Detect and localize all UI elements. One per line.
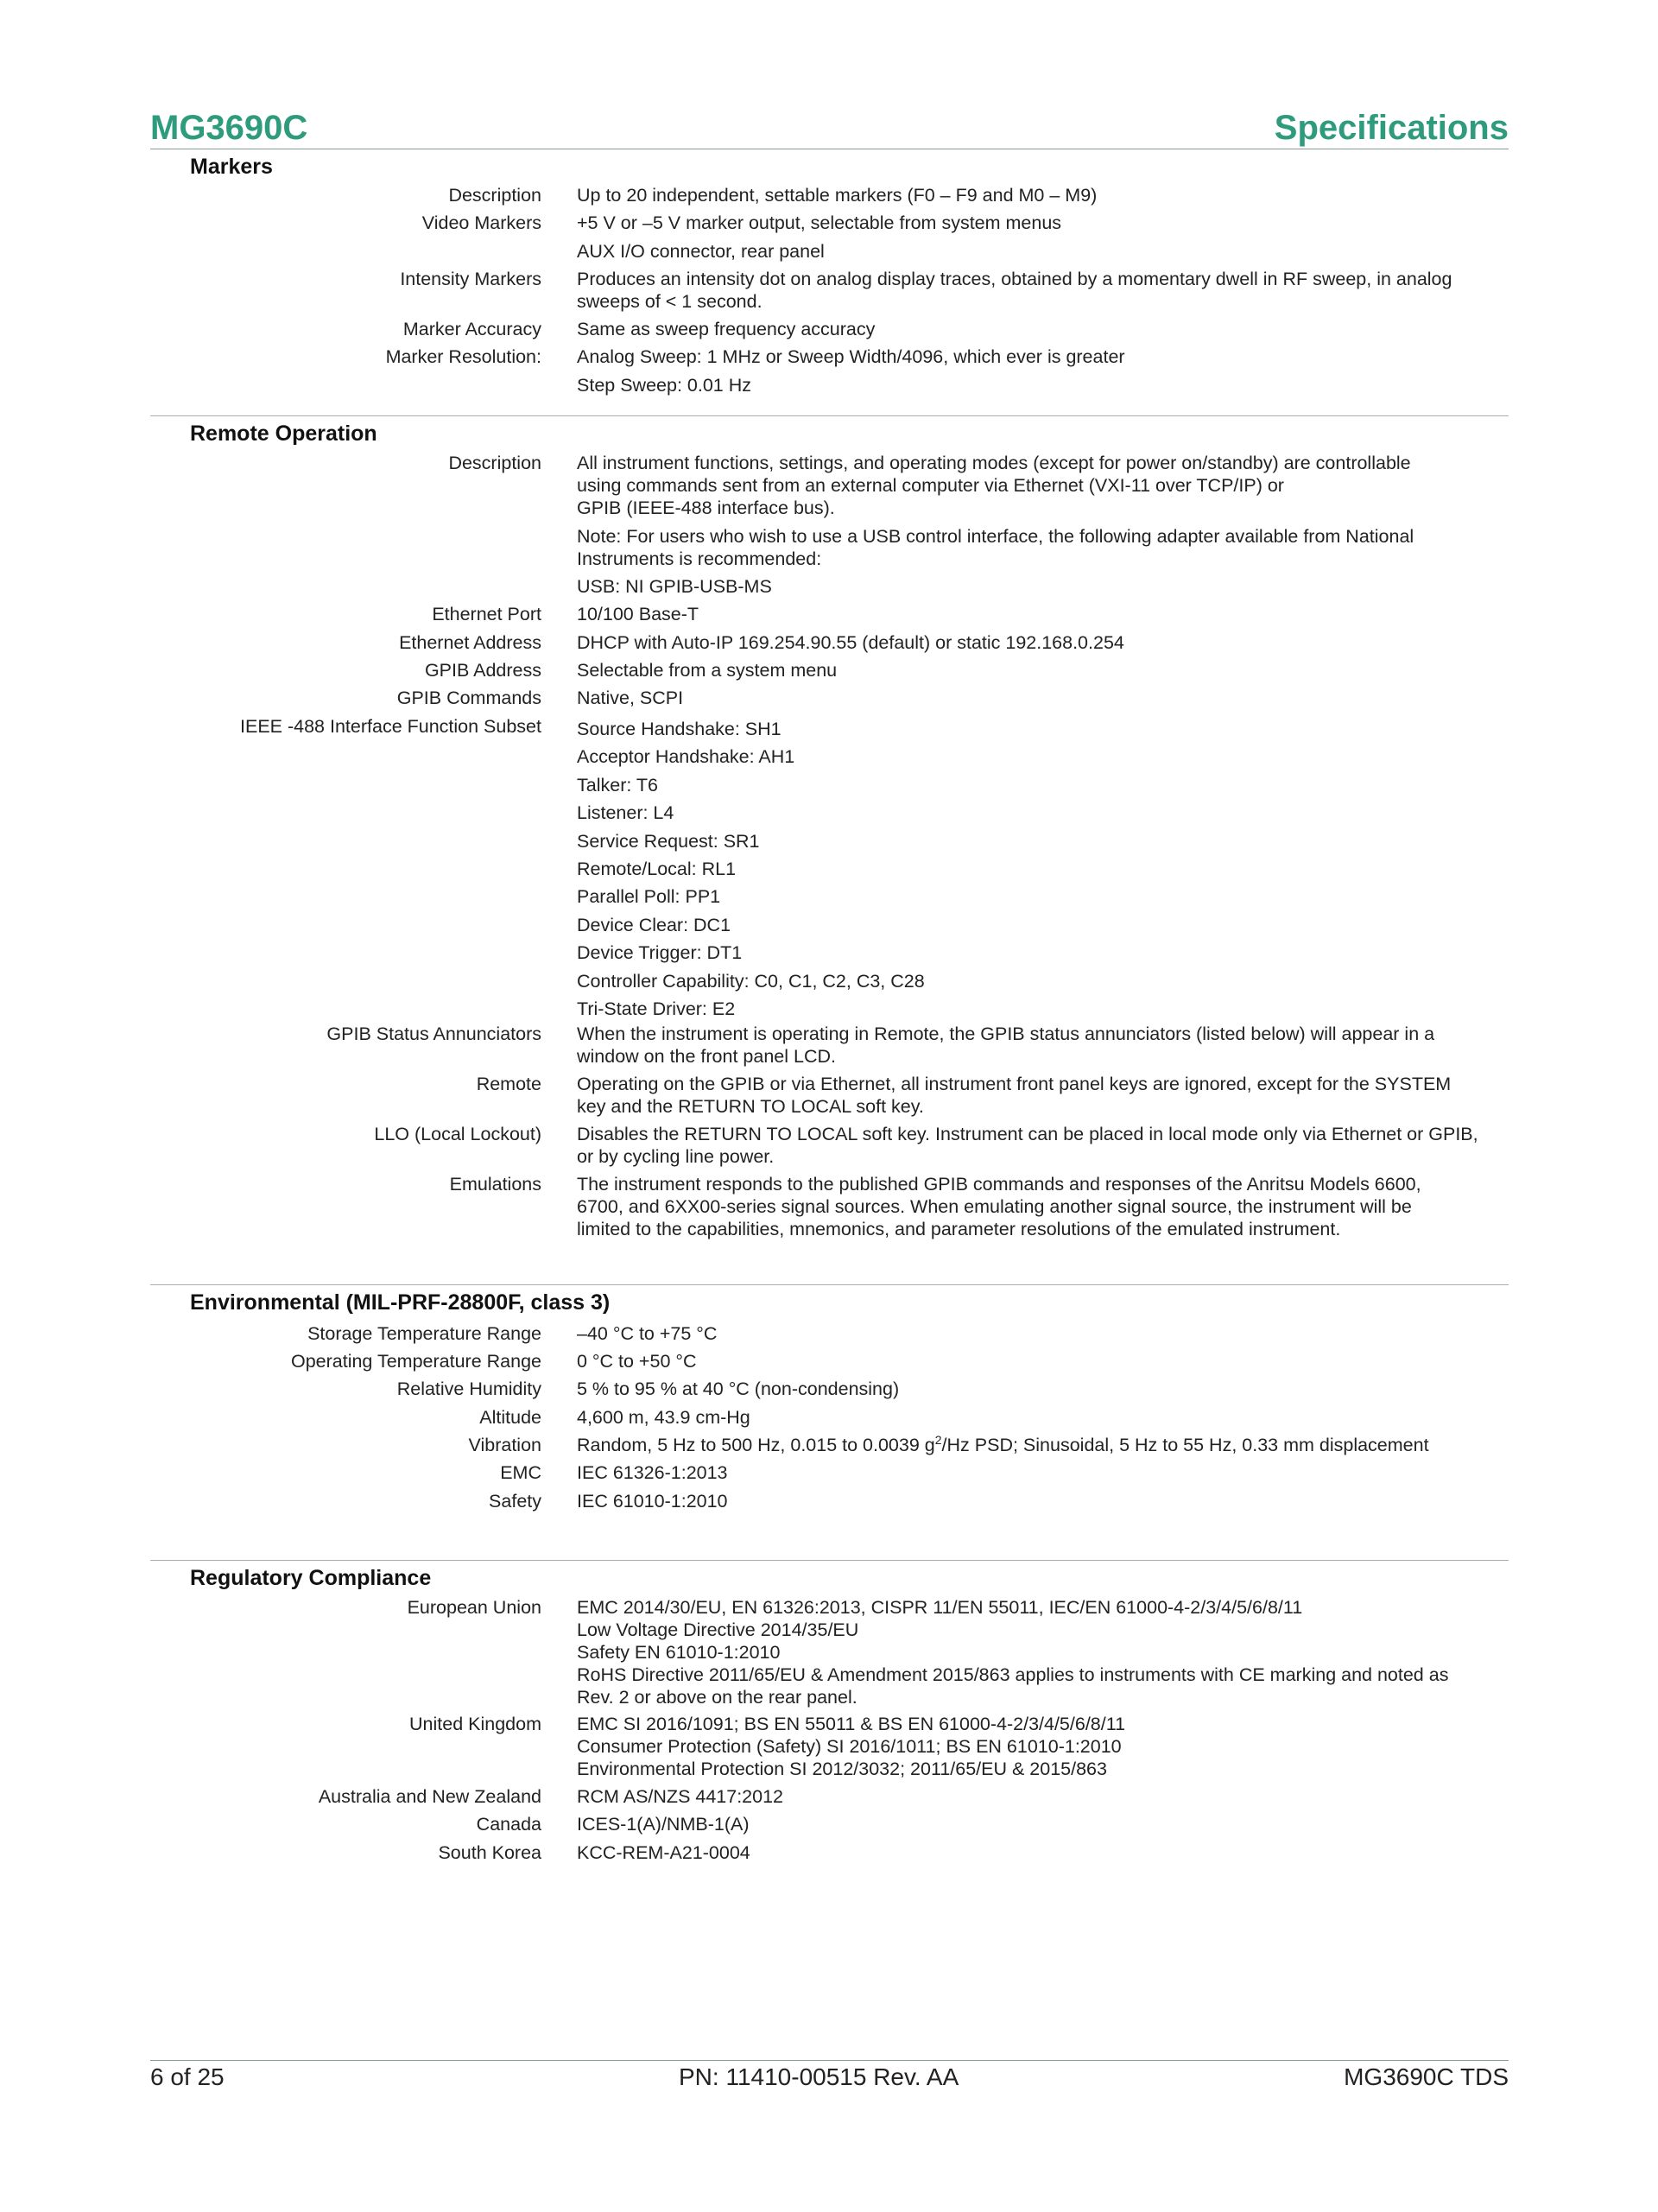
spec-value: ICES-1(A)/NMB-1(A) bbox=[577, 1814, 750, 1835]
spec-value: KCC-REM-A21-0004 bbox=[577, 1842, 750, 1863]
spec-value: –40 °C to +75 °C bbox=[577, 1323, 718, 1344]
spec-value: AUX I/O connector, rear panel bbox=[577, 241, 825, 262]
spec-value: Up to 20 independent, settable markers (F0 – F9 and M0 – M9) bbox=[577, 185, 1098, 206]
remote-section bbox=[150, 415, 1509, 1239]
markers-heading: Markers bbox=[190, 155, 273, 179]
spec-value: Step Sweep: 0.01 Hz bbox=[577, 375, 751, 396]
spec-value: Native, SCPI bbox=[577, 688, 684, 708]
remote-heading: Remote Operation bbox=[190, 421, 377, 446]
list-item: Source Handshake: SH1 bbox=[577, 719, 782, 739]
spec-label: Relative Humidity bbox=[396, 1379, 541, 1399]
spec-value: RCM AS/NZS 4417:2012 bbox=[577, 1786, 784, 1807]
spec-value: Selectable from a system menu bbox=[577, 660, 838, 681]
spec-label: Storage Temperature Range bbox=[307, 1323, 541, 1344]
spec-label: Remote bbox=[476, 1074, 541, 1094]
spec-value: DHCP with Auto-IP 169.254.90.55 (default) or static 192.168.0.254 bbox=[577, 632, 1124, 653]
list-item: Device Trigger: DT1 bbox=[577, 942, 743, 964]
spec-value: EMC SI 2016/1091; BS EN 55011 & BS EN 61000-4-2/3/4/5/6/8/11 Consumer Protection (Safety) SI 2016/1011; BS EN 61010-1:2010 Environmental Protection SI 2012/3032; 2011/65/EU & 2015/863 bbox=[577, 1714, 1126, 1779]
page-header bbox=[150, 105, 1509, 149]
spec-value: All instrument functions, settings, and operating modes (except for power on/standby) are controllable using commands sent from an external computer via Ethernet (VXI-11 over TCP/IP) or GPIB (IEEE-488 interface bus). bbox=[577, 453, 1411, 518]
spec-value: Produces an intensity dot on analog display traces, obtained by a momentary dwell in RF sweep, in analog sweeps of < 1 second. bbox=[577, 269, 1452, 312]
spec-label: Ethernet Port bbox=[432, 604, 541, 624]
section-title: Specifications bbox=[1274, 109, 1509, 147]
spec-label: Description bbox=[448, 185, 541, 206]
ieee-subset-list bbox=[577, 715, 1505, 1023]
regulatory-section bbox=[150, 1560, 1509, 1863]
list-item: Service Request: SR1 bbox=[577, 830, 760, 852]
spec-label: LLO (Local Lockout) bbox=[374, 1124, 541, 1144]
spec-value: EMC 2014/30/EU, EN 61326:2013, CISPR 11/EN 55011, IEC/EN 61000-4-2/3/4/5/6/8/11 Low Voltage Directive 2014/35/EU Safety EN 61010-1:2010 RoHS Directive 2011/65/EU & Amendment 2015/863 applies to instruments with CE marking and noted as Rev. 2 or above on the rear panel. bbox=[577, 1597, 1449, 1708]
environmental-section bbox=[150, 1284, 1509, 1512]
spec-value: 0 °C to +50 °C bbox=[577, 1351, 697, 1372]
spec-label: South Korea bbox=[438, 1842, 541, 1863]
spec-label: GPIB Address bbox=[424, 660, 541, 681]
spec-label: Vibration bbox=[468, 1435, 541, 1455]
spec-label: Operating Temperature Range bbox=[290, 1351, 541, 1372]
list-item: Talker: T6 bbox=[577, 774, 658, 795]
spec-label: Marker Resolution: bbox=[385, 346, 541, 367]
list-item: Acceptor Handshake: AH1 bbox=[577, 746, 795, 768]
spec-value: 5 % to 95 % at 40 °C (non-condensing) bbox=[577, 1379, 900, 1399]
page-footer bbox=[150, 2060, 1509, 2100]
spec-label: Description bbox=[448, 453, 541, 473]
spec-value: Analog Sweep: 1 MHz or Sweep Width/4096, which ever is greater bbox=[577, 346, 1125, 367]
spec-label: EMC bbox=[500, 1462, 541, 1483]
list-item: Controller Capability: C0, C1, C2, C3, C28 bbox=[577, 970, 925, 992]
spec-value: USB: NI GPIB-USB-MS bbox=[577, 576, 772, 597]
spec-label: GPIB Commands bbox=[396, 688, 541, 708]
spec-label: Marker Accuracy bbox=[402, 319, 541, 339]
document-id: MG3690C TDS bbox=[1344, 2063, 1509, 2090]
part-number: PN: 11410-00515 Rev. AA bbox=[679, 2063, 959, 2090]
spec-label: Altitude bbox=[479, 1407, 541, 1428]
spec-label: GPIB Status Annunciators bbox=[326, 1024, 541, 1044]
spec-label: Intensity Markers bbox=[400, 269, 541, 289]
spec-label: Emulations bbox=[449, 1174, 541, 1195]
list-item: Device Clear: DC1 bbox=[577, 914, 731, 935]
spec-value: Disables the RETURN TO LOCAL soft key. Instrument can be placed in local mode only via Ethernet or GPIB, or by cycling line power. bbox=[577, 1124, 1478, 1167]
spec-label: Canada bbox=[476, 1814, 541, 1835]
list-item: Parallel Poll: PP1 bbox=[577, 886, 721, 908]
spec-value: Same as sweep frequency accuracy bbox=[577, 319, 876, 339]
spec-label: Australia and New Zealand bbox=[318, 1786, 541, 1807]
environmental-heading: Environmental (MIL-PRF-28800F, class 3) bbox=[190, 1290, 611, 1315]
list-item: Remote/Local: RL1 bbox=[577, 859, 737, 880]
spec-value: When the instrument is operating in Remote, the GPIB status annunciators (listed below) will appear in a window on the front panel LCD. bbox=[577, 1024, 1435, 1067]
spec-label: United Kingdom bbox=[409, 1714, 541, 1734]
spec-label: Video Markers bbox=[421, 212, 541, 233]
spec-value: Operating on the GPIB or via Ethernet, all instrument front panel keys are ignored, except for the SYSTEM key and the RETURN TO LOCAL soft key. bbox=[577, 1074, 1452, 1117]
list-item: Tri-State Driver: E2 bbox=[577, 998, 736, 1020]
spec-value: IEC 61010-1:2010 bbox=[577, 1491, 728, 1512]
spec-value: The instrument responds to the published GPIB commands and responses of the Anritsu Models 6600, 6700, and 6XX00-series signal sources. When emulating another signal source, the instrument will be limited to the capabilities, mnemonics, and parameter resolutions of the emulated instrument. bbox=[577, 1174, 1421, 1239]
note-text: Note: For users who wish to use a USB control interface, the following adapter available from National Instruments is recommended: bbox=[577, 526, 1414, 569]
spec-value: IEC 61326-1:2013 bbox=[577, 1462, 728, 1483]
spec-value: 4,600 m, 43.9 cm-Hg bbox=[577, 1407, 750, 1428]
regulatory-heading: Regulatory Compliance bbox=[190, 1566, 432, 1590]
spec-value: 10/100 Base-T bbox=[577, 604, 699, 624]
spec-value: +5 V or –5 V marker output, selectable from system menus bbox=[577, 212, 1062, 233]
spec-label: IEEE -488 Interface Function Subset bbox=[240, 716, 541, 737]
spec-label: European Union bbox=[407, 1597, 541, 1618]
spec-label: Safety bbox=[489, 1491, 541, 1512]
spec-label: Ethernet Address bbox=[399, 632, 541, 653]
list-item: Listener: L4 bbox=[577, 802, 674, 824]
product-title: MG3690C bbox=[150, 109, 308, 147]
spec-value: Random, 5 Hz to 500 Hz, 0.015 to 0.0039 $g^2/Hz$ PSD; Sinusoidal, 5 Hz to 55 Hz, 0.33 mm displacement bbox=[577, 1432, 1429, 1455]
page-number: 6 of 25 bbox=[150, 2063, 225, 2090]
